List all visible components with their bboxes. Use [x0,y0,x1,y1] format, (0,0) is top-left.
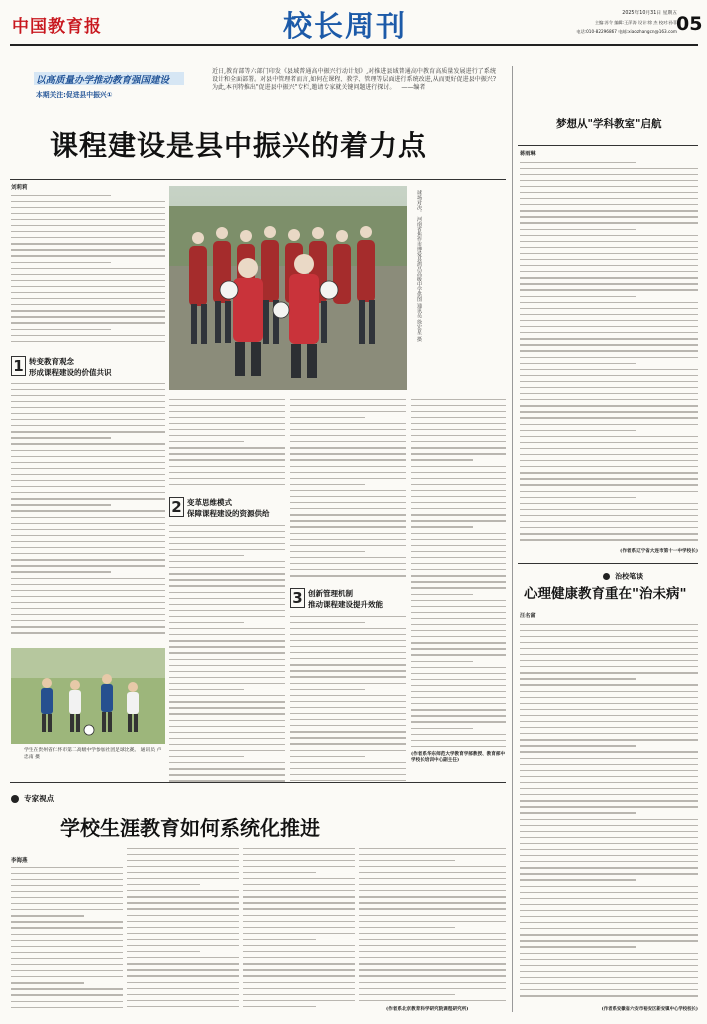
expert-sign: (作者系北京教育科学研究院课程研究所) [386,1007,469,1012]
section-1-title-line2: 形成课程建设的价值共识 [29,368,112,377]
small-photo-image [11,648,165,744]
text-line [169,481,285,487]
text-line [520,537,698,543]
lead-title: 课程建设是县中振兴的着力点 [50,129,428,162]
text-line [243,1003,355,1009]
lead-photo-caption: 球场对决。 河南省焦作市博爱县鸿昌高级中学供图 通讯员 徐宏星 摄 [416,190,422,342]
right-bottom-text [520,621,698,1005]
right-bottom-tag-label: 治校笔谈 [615,572,644,581]
expert-tag-icon [11,795,19,803]
text-line [290,573,406,579]
series-banner [34,70,214,100]
section-1-title-line1: 转变教育观念 [29,357,74,366]
lead-title-rule [10,179,506,180]
text-line [11,338,165,344]
series-intro-text: 近日,教育部等六部门印发《县域普通高中振兴行动计划》,对推进县域普通高中教育高质量发展进行了系统设计和全面部署。对县中管理者而言,如何在课程、教学、管理等层面进行系统改进,从而更好促进县中振兴?为此,本刊特推出"促进县中振兴"专栏,邀请专家就关键问题进行探讨。 [212,68,496,91]
section-2-title-line1: 变革思维模式 [187,498,232,507]
lead-intro-text [11,192,165,350]
right-top-text [520,159,698,545]
right-bottom-rule [518,563,698,564]
right-bottom-sign: (作者系安徽省六安市裕安区新安镇中心学校校长) [601,1007,698,1012]
column-4-text [411,396,506,750]
series-kicker: 以高质量办学推动教育强国建设 [36,75,170,86]
date-line: 2025年10月31日 星期五 [622,11,677,16]
expert-rule [10,782,506,783]
expert-author: 李海燕 [11,858,28,864]
lead-photo [169,186,407,390]
section-3-title-line1: 创新管理机制 [308,589,353,598]
expert-col-1 [11,864,123,1014]
section-1-number: 1 [11,356,26,376]
text-line [11,1004,123,1010]
expert-col-4 [359,845,506,1005]
section-3-text [290,613,406,786]
small-photo-caption: 学生在贵州省仁怀市第二高级中学参加社团足球比赛。 通讯员 卢忠南 摄 [24,748,162,760]
series-sub: 本期关注:促进县中振兴① [36,91,113,99]
masthead-rule [10,44,698,46]
expert-title: 学校生涯教育如何系统化推进 [60,816,320,840]
expert-tag [11,788,54,807]
column-3-text-a [290,396,406,582]
paper-name: 中国教育报 [12,17,102,37]
small-photo [11,648,165,744]
right-top-sign: (作者系辽宁省大连市第十一中学校长) [620,549,698,554]
section-2-title-line2: 保障课程建设的资源供给 [187,509,270,518]
text-line [411,743,506,749]
right-bottom-tag-icon [603,573,610,580]
lead-author: 刘莉莉 [11,185,28,191]
page-number: 05 [676,13,703,35]
editor-line: 主编:苏令 编辑:王萍涛 设计:徐 杰 校对:孙菲 [594,20,677,25]
expert-col-3 [243,845,355,1014]
lead-photo-image [169,186,407,390]
text-line [359,997,506,1003]
right-top-title: 梦想从"学科教室"启航 [556,118,662,130]
section-2-text [169,522,285,786]
text-line [11,630,165,636]
masthead-info [527,9,677,35]
text-line [169,778,285,784]
right-bottom-title: 心理健康教育重在"治未病" [524,586,687,602]
series-intro-sign: ——编者 [401,83,426,91]
expert-tag-label: 专家视点 [24,794,55,803]
section-1-text [11,380,165,642]
column-2-text-a [169,396,285,492]
section-3-title-line2: 推动课程建设提升效能 [308,600,383,609]
series-intro [212,68,496,110]
page-title: 校长周刊 [283,9,408,43]
text-line [127,1003,239,1009]
expert-col-2 [127,845,239,1014]
phone-line: 电话:010-82296867 电邮:xiaozhangcn@163.com [576,29,677,34]
right-top-author: 蒋雨琳 [520,151,536,157]
right-column-divider [512,66,513,1012]
section-3-number: 3 [290,588,305,608]
text-line [520,993,698,999]
right-bottom-author: 汪名富 [520,613,536,619]
lead-sign: (作者系华东师范大学教育学部教授、教育部中学校长培训中心副主任) [411,752,506,763]
right-top-title-rule [518,145,698,146]
masthead [0,0,707,46]
section-2-number: 2 [169,497,184,517]
